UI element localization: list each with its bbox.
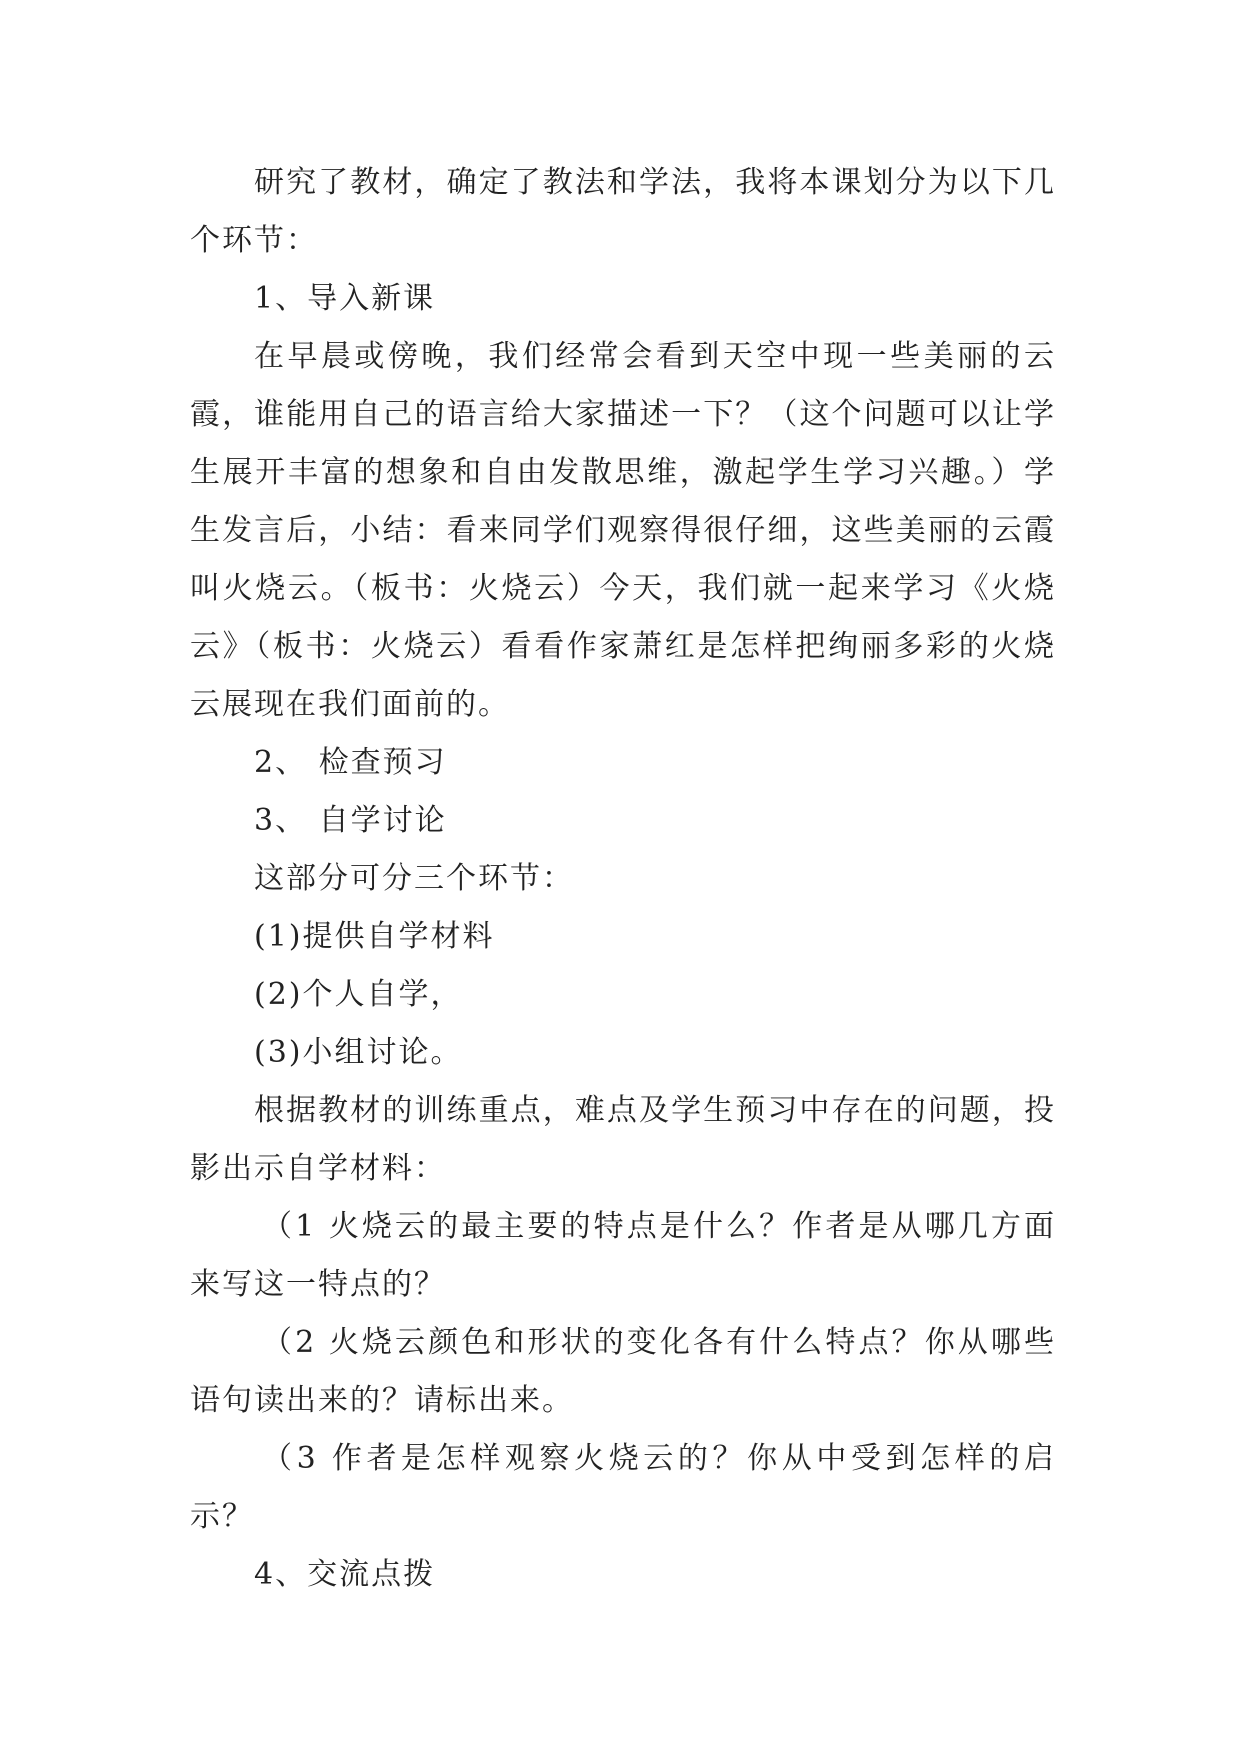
paragraph-step-1-body: 在早晨或傍晚，我们经常会看到天空中现一些美丽的云霞，谁能用自己的语言给大家描述一下？（这个问题可以让学生展开丰富的想象和自由发散思维，激起学生学习兴趣。）学生发言后，小结：看来同学们观察得很仔细，这些美丽的云霞叫火烧云。（板书：火烧云）今天，我们就一起来学习《火烧云》（板书：火烧云）看看作家萧红是怎样把绚丽多彩的火烧云展现在我们面前的。 — [190, 339, 1056, 722]
heading-step-3: 3、 自学讨论 — [254, 803, 447, 838]
document-body — [190, 154, 1056, 1604]
list-item-sub-1: (1)提供自学材料 — [254, 919, 495, 954]
question-3: （3 作者是怎样观察火烧云的？你从中受到怎样的启示？ — [190, 1441, 1056, 1534]
paragraph-material-intro: 根据教材的训练重点，难点及学生预习中存在的问题，投影出示自学材料： — [190, 1093, 1056, 1186]
list-item-sub-3: (3)小组讨论。 — [254, 1035, 463, 1070]
paragraph-step-3-intro: 这部分可分三个环节： — [254, 861, 574, 896]
question-2: （2 火烧云颜色和形状的变化各有什么特点？你从哪些语句读出来的？请标出来。 — [190, 1325, 1056, 1418]
heading-step-2: 2、 检查预习 — [254, 745, 447, 780]
heading-step-1: 1、导入新课 — [254, 281, 436, 316]
paragraph-intro: 研究了教材，确定了教法和学法，我将本课划分为以下几个环节： — [190, 165, 1056, 258]
question-1: （1 火烧云的最主要的特点是什么？作者是从哪几方面来写这一特点的？ — [190, 1209, 1056, 1302]
list-item-sub-2: (2)个人自学， — [254, 977, 463, 1012]
heading-step-4: 4、交流点拨 — [254, 1557, 436, 1592]
